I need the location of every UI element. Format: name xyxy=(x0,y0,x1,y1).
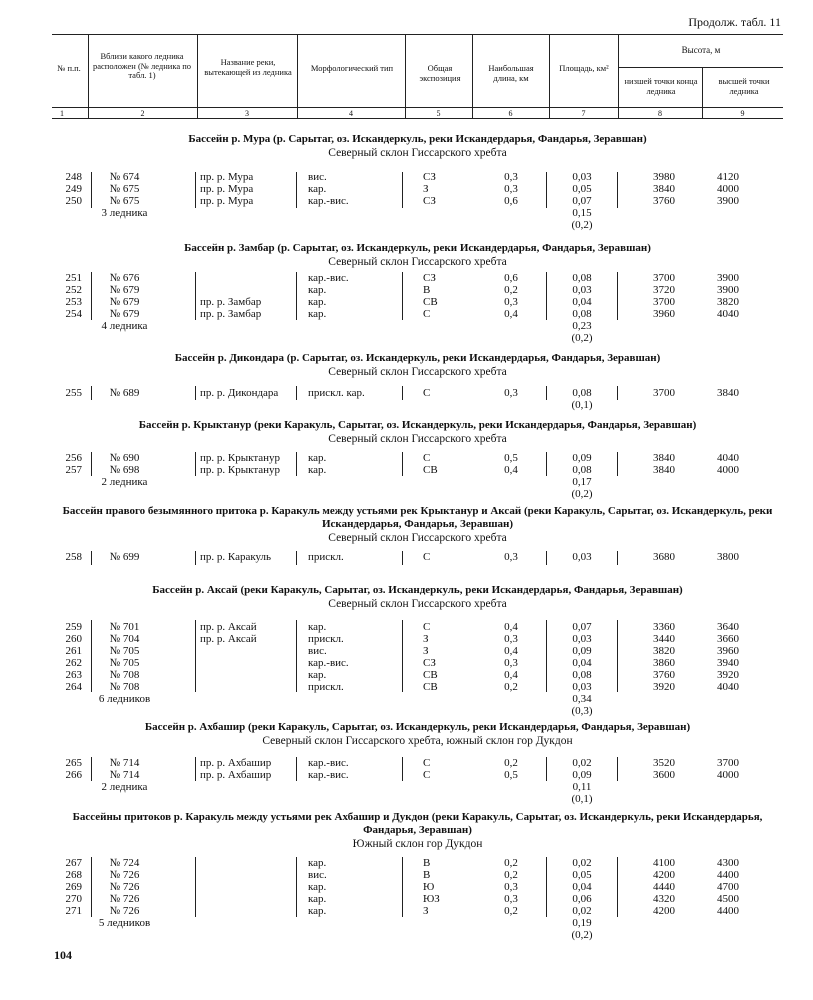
table-row: 269 № 726 кар. Ю 0,3 0,04 4440 4700 xyxy=(65,881,739,893)
section-header xyxy=(52,133,783,160)
header-col-5: Общая экспозиция xyxy=(419,63,461,83)
total-area: 0,34 xyxy=(572,693,592,705)
col-number: 1 xyxy=(60,109,64,118)
section-subtitle: Южный склон гор Дукдон xyxy=(352,838,483,850)
table-row: 250 № 675 пр. р. Мура кар.-вис. СЗ 0,6 0,07 3760 3900 xyxy=(65,195,739,207)
table-row: 266 № 714 пр. р. Ахбашир кар.-вис. С 0,5 0,09 3600 4000 xyxy=(65,769,739,781)
table-header xyxy=(52,34,783,118)
col-number: 4 xyxy=(349,109,353,118)
table-row: 254 № 679 пр. р. Замбар кар. С 0,4 0,08 3960 4040 xyxy=(65,308,739,320)
table-row: 248 № 674 пр. р. Мура вис. СЗ 0,3 0,03 3980 4120 xyxy=(65,171,739,183)
section-subtitle: Северный склон Гиссарского хребта, южный склон гор Дукдон xyxy=(262,735,573,747)
section-subtitle: Северный склон Гиссарского хребта xyxy=(328,433,507,445)
section-subtitle: Северный склон Гиссарского хребта xyxy=(328,256,507,268)
table-row: 259 № 701 пр. р. Аксай кар. С 0,4 0,07 3360 3640 xyxy=(65,621,739,633)
page-number: 104 xyxy=(54,948,72,962)
col-number: 7 xyxy=(581,109,586,118)
section-subtitle: Северный склон Гиссарского хребта xyxy=(328,366,507,378)
total-area: 0,11 xyxy=(572,781,592,793)
header-col-1: № п.п. xyxy=(57,63,81,73)
section-title: Бассейны притоков р. Каракуль между устьями рек Ахбашир и Дукдон (реки Каракуль, Сарытаг, оз. Искандеркуль, реки Искандердарья, Фандарья, Зеравшан) xyxy=(72,811,763,836)
col-divider xyxy=(88,34,89,118)
total-label: 3 ледника xyxy=(101,207,148,219)
section-title: Бассейн правого безымянного притока р. Каракуль между устьями рек Крыктанур и Аксай (реки Каракуль, Сарытаг, оз. Искандеркуль, реки Искандердарья, Фандарья, Зеравшан) xyxy=(62,505,773,530)
total-area: (0,1) xyxy=(571,399,593,411)
total-row xyxy=(52,320,783,332)
header-height: Высота, м xyxy=(681,45,721,55)
section-header xyxy=(52,242,783,269)
table-row: 257 № 698 пр. р. Крыктанур кар. СВ 0,4 0,08 3840 4000 xyxy=(65,464,739,476)
table-row: 270 № 726 кар. ЮЗ 0,3 0,06 4320 4500 xyxy=(65,893,739,905)
total-area: 0,17 xyxy=(572,476,592,488)
col-number: 5 xyxy=(436,109,441,118)
total-label: 4 ледника xyxy=(101,320,148,332)
total-row xyxy=(52,917,783,929)
header-col-2: Вблизи какого ледника расположен (№ ледника по табл. 1) xyxy=(92,51,192,80)
total-row xyxy=(52,693,783,705)
table-row: 262 № 705 кар.-вис. СЗ 0,3 0,04 3860 3940 xyxy=(65,657,739,669)
section-subtitle: Северный склон Гиссарского хребта xyxy=(328,598,507,610)
total-label: 2 ледника xyxy=(101,476,148,488)
section-header xyxy=(52,419,783,446)
total-area-paren: (0,2) xyxy=(571,929,593,941)
section-title: Бассейн р. Замбар (р. Сарытаг, оз. Искандеркуль, реки Искандердарья, Фандарья, Зеравшан) xyxy=(184,242,651,254)
total-row xyxy=(52,399,783,411)
header-col-8: низшей точки конца ледника xyxy=(624,76,698,96)
table-row: 261 № 705 вис. З 0,4 0,09 3820 3960 xyxy=(65,645,739,657)
total-area: 0,23 xyxy=(572,320,592,332)
table-row: 265 № 714 пр. р. Ахбашир кар.-вис. С 0,2 0,02 3520 3700 xyxy=(65,757,739,769)
header-bottom-rule xyxy=(52,118,783,119)
section-title: Бассейн р. Крыктанур (реки Каракуль, Сарытаг, оз. Искандеркуль, реки Искандердарья, Фандарья, Зеравшан) xyxy=(138,419,697,431)
total-area: 0,19 xyxy=(572,917,592,929)
table-row: 256 № 690 пр. р. Крыктанур кар. С 0,5 0,09 3840 4040 xyxy=(65,452,739,464)
table-row: 267 № 724 кар. В 0,2 0,02 4100 4300 xyxy=(65,857,739,869)
total-row xyxy=(52,476,783,488)
table-row: 253 № 679 пр. р. Замбар кар. СВ 0,3 0,04 3700 3820 xyxy=(65,296,739,308)
header-col-6: Наибольшая длина, км xyxy=(488,63,534,83)
col-number: 2 xyxy=(140,109,145,118)
col-number: 9 xyxy=(740,109,745,118)
col-number: 6 xyxy=(508,109,513,118)
section-subtitle: Северный склон Гиссарского хребта xyxy=(328,147,507,159)
total-area-paren: (0,2) xyxy=(571,488,593,500)
section-title: Бассейн р. Ахбашир (реки Каракуль, Сарытаг, оз. Искандеркуль, реки Искандердарья, Фандарья, Зеравшан) xyxy=(144,721,691,733)
total-row xyxy=(52,781,783,793)
section-title: Бассейн р. Аксай (реки Каракуль, Сарытаг, оз. Искандеркуль, реки Искандердарья, Фандарья, Зеравшан) xyxy=(152,584,683,596)
continuation-label: Продолж. табл. 11 xyxy=(688,15,781,29)
col-number: 8 xyxy=(658,109,662,118)
section-subtitle: Северный склон Гиссарского хребта xyxy=(328,532,507,544)
height-subheader-rule xyxy=(618,67,783,68)
total-label: 5 ледников xyxy=(98,917,151,929)
section-header xyxy=(52,352,783,379)
total-row xyxy=(52,332,783,344)
table-row: 249 № 675 пр. р. Мура кар. З 0,3 0,05 3840 4000 xyxy=(65,183,739,195)
total-area-paren: (0,2) xyxy=(571,219,593,231)
col-number: 3 xyxy=(245,109,249,118)
col-divider xyxy=(197,34,198,118)
header-col-3: Название реки, вытекающей из ледника xyxy=(204,57,292,77)
table-row: 251 № 676 кар.-вис. СЗ 0,6 0,08 3700 3900 xyxy=(65,272,739,284)
total-area-paren: (0,1) xyxy=(571,793,593,805)
section-title: Бассейн р. Мура (р. Сарытаг, оз. Искандеркуль, реки Искандердарья, Фандарья, Зеравшан) xyxy=(188,133,647,145)
total-area-paren: (0,2) xyxy=(571,332,593,344)
table-row: 263 № 708 кар. СВ 0,4 0,08 3760 3920 xyxy=(65,669,739,681)
col-divider xyxy=(549,34,550,118)
table-row: 264 № 708 прискл. СВ 0,2 0,03 3920 4040 xyxy=(65,681,739,693)
col-divider xyxy=(297,34,298,118)
total-row xyxy=(52,929,783,941)
col-divider xyxy=(472,34,473,118)
section-header xyxy=(52,505,783,545)
total-label: 6 ледников xyxy=(98,693,151,705)
table-row: 258 № 699 пр. р. Каракуль прискл. С 0,3 0,03 3680 3800 xyxy=(65,551,739,563)
total-row xyxy=(52,705,783,717)
total-row xyxy=(52,793,783,805)
table-row: 268 № 726 вис. В 0,2 0,05 4200 4400 xyxy=(65,869,739,881)
header-col-4: Морфологический тип xyxy=(310,63,394,73)
header-col-7: Площадь, км² xyxy=(559,63,609,73)
section-title: Бассейн р. Дикондара (р. Сарытаг, оз. Искандеркуль, реки Искандердарья, Фандарья, Зеравшан) xyxy=(174,352,661,364)
total-area-paren: (0,3) xyxy=(571,705,593,717)
header-col-9: высшей точки ледника xyxy=(718,76,770,96)
total-area: 0,15 xyxy=(572,207,592,219)
header-number-rule xyxy=(52,107,783,108)
total-row xyxy=(52,207,783,219)
header-top-rule xyxy=(52,34,783,35)
table-row: 252 № 679 кар. В 0,2 0,03 3720 3900 xyxy=(65,284,739,296)
section-header xyxy=(52,721,783,748)
section-header xyxy=(52,584,783,611)
total-label: 2 ледника xyxy=(101,781,148,793)
total-row xyxy=(52,219,783,231)
table-row: 271 № 726 кар. З 0,2 0,02 4200 4400 xyxy=(65,905,739,917)
table-row: 260 № 704 пр. р. Аксай прискл. З 0,3 0,03 3440 3660 xyxy=(65,633,739,645)
section-header xyxy=(52,811,783,851)
total-row xyxy=(52,488,783,500)
col-divider xyxy=(405,34,406,118)
table-row: 255 № 689 пр. р. Дикондара прискл. кар. С 0,3 0,08 3700 3840 xyxy=(65,387,739,399)
